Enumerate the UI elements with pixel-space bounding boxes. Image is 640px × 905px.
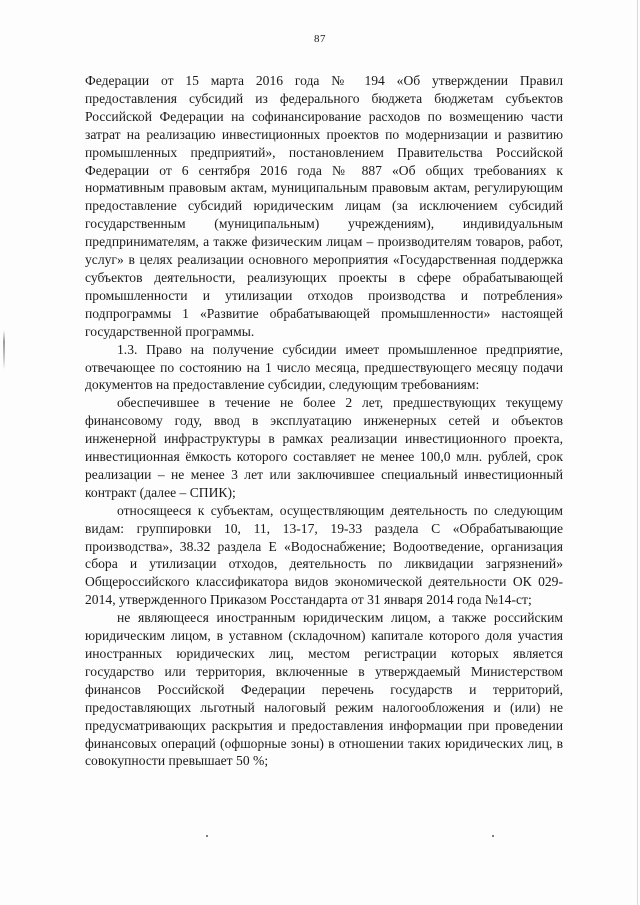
scan-right-edge [637,0,638,905]
scan-speck [492,835,494,837]
document-body [85,72,563,770]
paragraph-requirement-activity: относящееся к субъектам, осуществляющим деятельность по следующим видам: группировки 10, 11, 13-17, 19-33 раздела С «Обрабатывающие производства», 38.32 раздела Е «Водоснабжение; Водоотведение, организация сбора и утилизации отходов, деятельность по ликвидации загрязнений» Общероссийского классификатора видов экономической деятельности ОК 029-2014, утвержденного Приказом Росстандарта от 31 января 2014 года №14-ст; [85,502,563,608]
paragraph-clause-1-3: 1.3. Право на получение субсидии имеет промышленное предприятие, отвечающее по состоянию на 1 число месяца, предшествующего месяцу подачи документов на предоставление субсидии, следующим требованиям: [85,341,563,393]
paragraph-requirement-investment: обеспечившее в течение не более 2 лет, предшествующих текущему финансовому году, ввод в эксплуатацию инженерных сетей и объектов инженерной инфраструктуры в рамках реализации инвестиционного проекта, инвестиционная ёмкость которого составляет не менее 100,0 млн. рублей, срок реализации – не менее 3 лет или заключившее специальный инвестиционный контракт (далее – СПИК); [85,395,563,500]
scan-edge-mark [3,330,5,370]
paragraph-continuation: Федерации от 15 марта 2016 года № 194 «Об утверждении Правил предоставления субсидий из федерального бюджета бюджетам субъектов Российской Федерации на софинансирование расходов по возмещению части затрат на реализацию инвестиционных проектов по модернизации и развитию промышленных предприятий», постановлением Правительства Российской Федерации от 6 сентября 2016 года № 887 «Об общих требованиях к нормативным правовым актам, муниципальным правовым актам, регулирующим предоставление субсидий юридическим лицам (за исключением субсидий государственным (муниципальным) учреждениям), индивидуальным предпринимателям, а также физическим лицам – производителям товаров, работ, услуг» в целях реализации основного мероприятия «Государственная поддержка субъектов деятельности, реализующих проекты в сфере обрабатывающей промышленности и утилизации отходов производства и потребления» подпрограммы 1 «Развитие обрабатывающей промышленности» настоящей государственной программы. [85,73,563,339]
page-number: 87 [314,33,326,45]
paragraph-requirement-foreign: не являющееся иностранным юридическим лицом, а также российским юридическим лицом, в уставном (складочном) капитале которого доля участия иностранных юридических лиц, местом регистрации которых является государство или территория, включенные в утверждаемый Министерством финансов Российской Федерации перечень государств и территорий, предоставляющих льготный налоговый режим налогообложения и (или) не предусматривающих раскрытия и предоставления информации при проведении финансовых операций (офшорные зоны) в отношении таких юридических лиц, в совокупности превышает 50 %; [85,610,563,769]
scan-speck [206,835,208,837]
